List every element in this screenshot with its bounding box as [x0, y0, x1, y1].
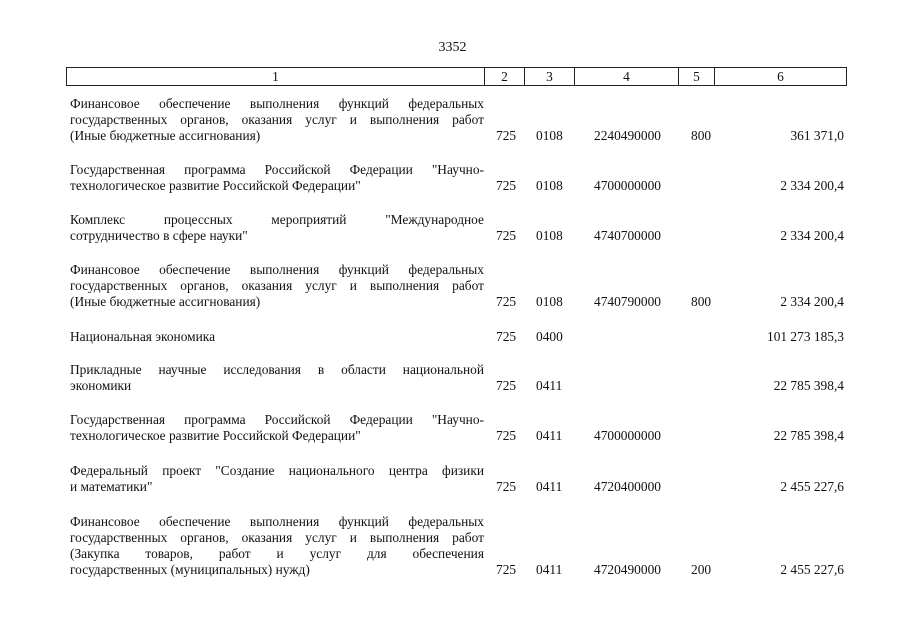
cell-section: 0411: [536, 378, 563, 393]
row-name-line: Прикладные научные исследования в области национальной: [70, 362, 484, 377]
cell-target-article: 4700000000: [594, 428, 661, 443]
row-name-line: государственных (муниципальных) нужд): [70, 562, 310, 577]
row-name-line: государственных органов, оказания услуг и выполнения работ: [70, 278, 484, 293]
row-name-line: технологическое развитие Российской Федерации": [70, 178, 361, 193]
cell-section: 0411: [536, 562, 563, 577]
cell-amount: 22 785 398,4: [773, 428, 844, 443]
row-name-line: (Закупка товаров, работ и услуг для обеспечения: [70, 546, 484, 561]
row-name-line: Финансовое обеспечение выполнения функций федеральных: [70, 96, 484, 111]
row-name-line: Государственная программа Российской Федерации "Научно-: [70, 412, 484, 427]
cell-amount: 2 334 200,4: [780, 178, 844, 193]
cell-target-article: 4720490000: [594, 562, 661, 577]
row-name-line: технологическое развитие Российской Федерации": [70, 428, 361, 443]
header-col-1: 1: [67, 68, 485, 86]
cell-target-article: 4740700000: [594, 228, 661, 243]
row-name-line: Федеральный проект "Создание национального центра физики: [70, 463, 484, 478]
row-name-line: Финансовое обеспечение выполнения функций федеральных: [70, 262, 484, 277]
cell-section: 0108: [536, 178, 563, 193]
cell-amount: 361 371,0: [790, 128, 844, 143]
cell-amount: 2 334 200,4: [780, 294, 844, 309]
header-col-4: 4: [575, 68, 679, 86]
cell-amount: 2 334 200,4: [780, 228, 844, 243]
cell-section: 0411: [536, 479, 563, 494]
cell-ved: 725: [496, 329, 517, 344]
table-row: [70, 262, 846, 310]
table-row: [70, 463, 846, 495]
cell-section: 0400: [536, 329, 563, 344]
header-col-6: 6: [715, 68, 847, 86]
row-name-line: Государственная программа Российской Федерации "Научно-: [70, 162, 484, 177]
row-name-line: Финансовое обеспечение выполнения функций федеральных: [70, 514, 484, 529]
row-name-line: Национальная экономика: [70, 329, 216, 344]
cell-ved: 725: [496, 428, 517, 443]
row-name: [70, 463, 484, 495]
row-name: [70, 212, 484, 244]
header-col-2: 2: [485, 68, 525, 86]
cell-target-article: 2240490000: [594, 128, 661, 143]
header-col-5: 5: [679, 68, 715, 86]
page-number: 3352: [438, 40, 467, 55]
row-name: [70, 162, 484, 194]
cell-ved: 725: [496, 178, 517, 193]
row-name-line: государственных органов, оказания услуг и выполнения работ: [70, 112, 484, 127]
cell-expense-type: 200: [691, 562, 712, 577]
table-row: [70, 329, 846, 345]
table-row: [70, 412, 846, 444]
row-name-line: и математики": [70, 479, 153, 494]
cell-ved: 725: [496, 128, 517, 143]
cell-amount: 101 273 185,3: [767, 329, 844, 344]
row-name-line: государственных органов, оказания услуг и выполнения работ: [70, 530, 484, 545]
cell-ved: 725: [496, 378, 517, 393]
cell-ved: 725: [496, 228, 517, 243]
cell-ved: 725: [496, 562, 517, 577]
row-name: [70, 329, 484, 345]
row-name-line: Комплекс процессных мероприятий "Международное: [70, 212, 484, 227]
row-name-line: (Иные бюджетные ассигнования): [70, 128, 261, 143]
cell-target-article: 4720400000: [594, 479, 661, 494]
row-name-line: экономики: [70, 378, 132, 393]
cell-expense-type: 800: [691, 128, 712, 143]
row-name-line: сотрудничество в сфере науки": [70, 228, 248, 243]
cell-section: 0108: [536, 128, 563, 143]
cell-ved: 725: [496, 479, 517, 494]
table-header: [66, 67, 847, 86]
cell-target-article: 4740790000: [594, 294, 661, 309]
row-name-line: (Иные бюджетные ассигнования): [70, 294, 261, 309]
cell-ved: 725: [496, 294, 517, 309]
table-row: [70, 514, 846, 578]
cell-section: 0108: [536, 228, 563, 243]
row-name: [70, 262, 484, 310]
cell-amount: 22 785 398,4: [773, 378, 844, 393]
cell-section: 0411: [536, 428, 563, 443]
cell-amount: 2 455 227,6: [780, 479, 844, 494]
row-name: [70, 96, 484, 144]
cell-amount: 2 455 227,6: [780, 562, 844, 577]
header-col-3: 3: [525, 68, 575, 86]
table-row: [70, 162, 846, 194]
table-row: [70, 96, 846, 144]
table-row: [70, 362, 846, 394]
cell-target-article: 4700000000: [594, 178, 661, 193]
row-name: [70, 412, 484, 444]
row-name: [70, 514, 484, 578]
cell-section: 0108: [536, 294, 563, 309]
row-name: [70, 362, 484, 394]
cell-expense-type: 800: [691, 294, 712, 309]
table-row: [70, 212, 846, 244]
